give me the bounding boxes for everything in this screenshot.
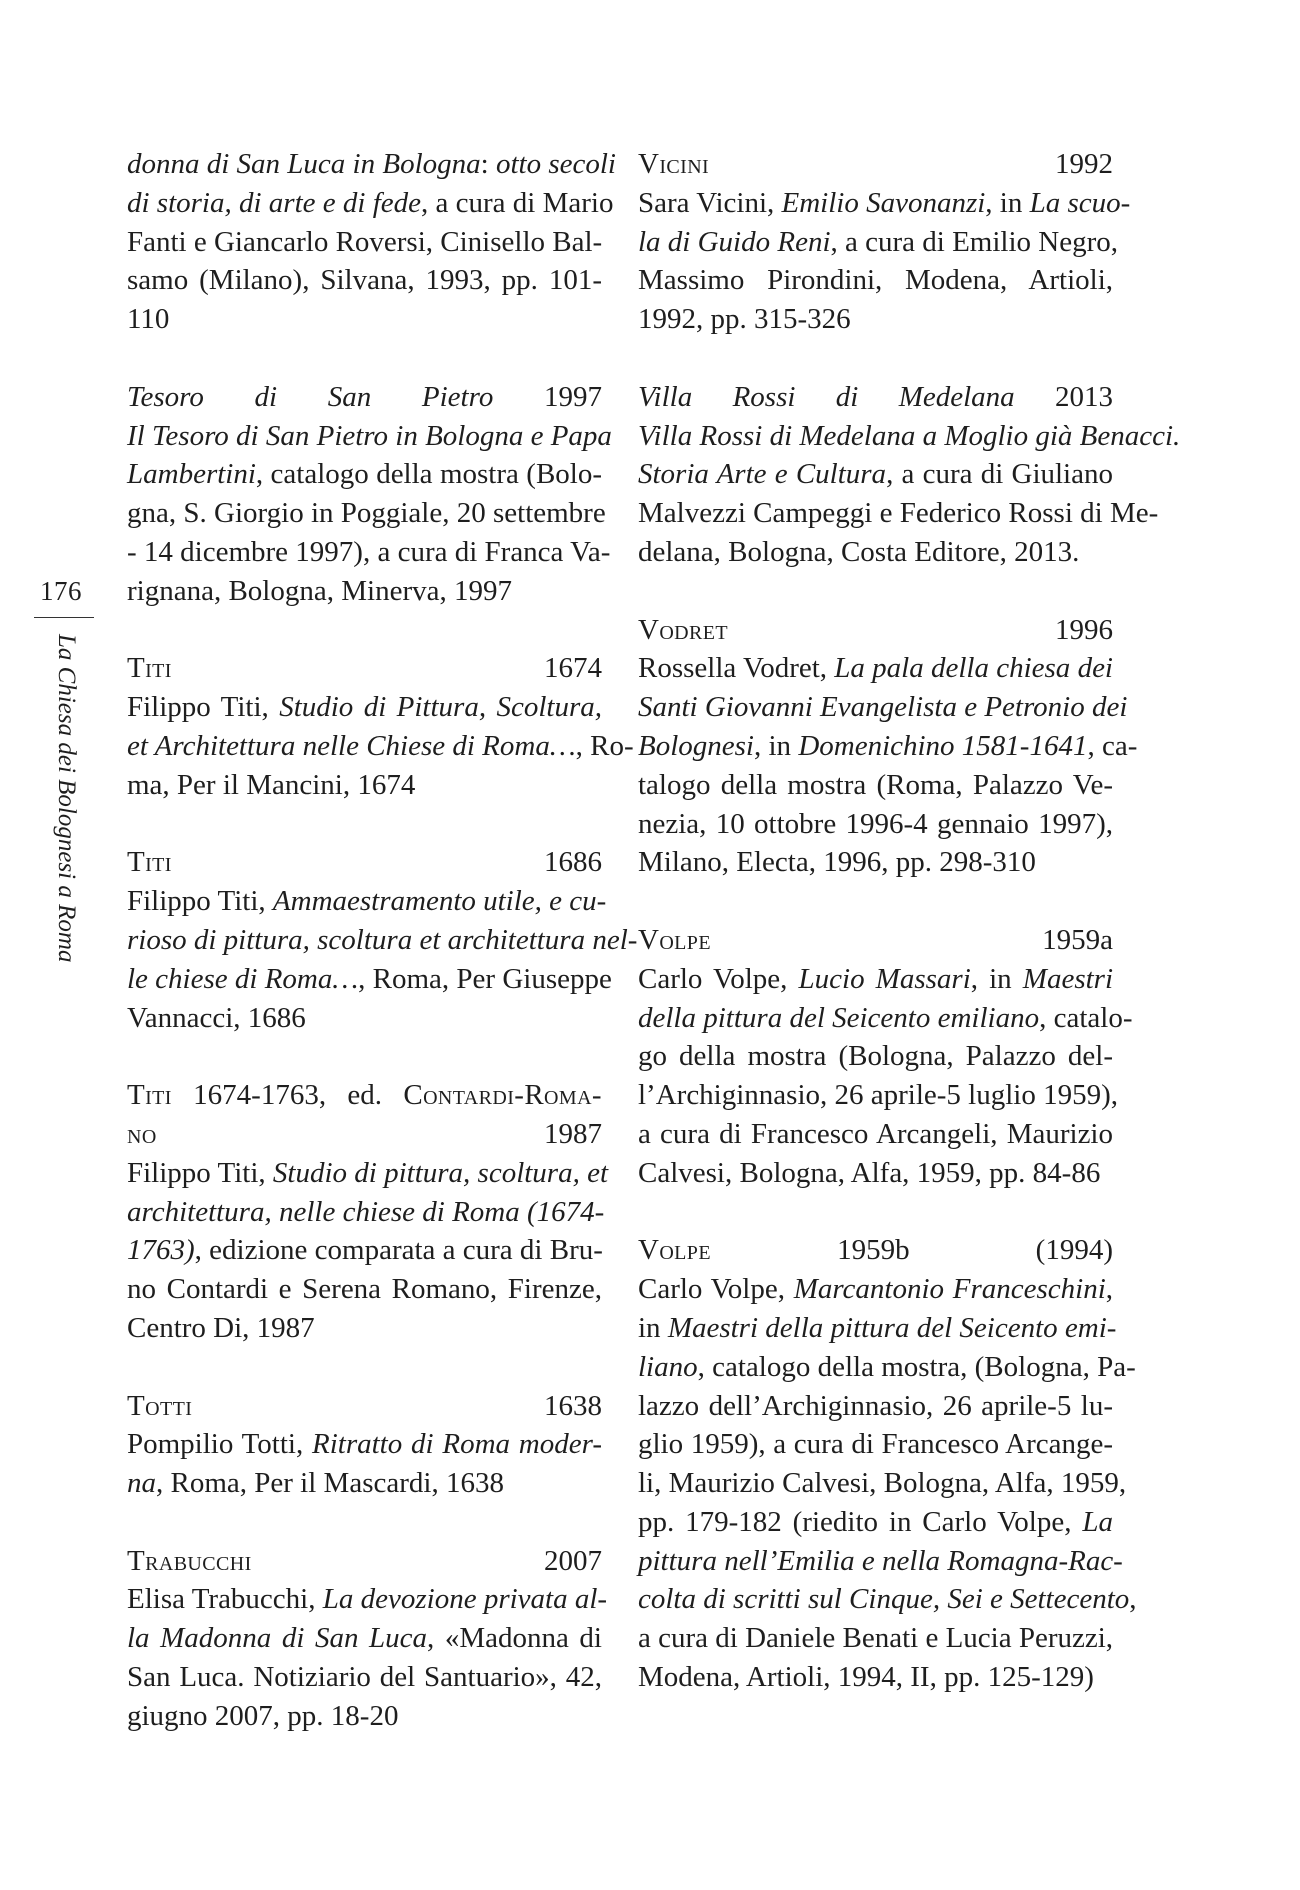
author-name: Volpe: [638, 1234, 711, 1267]
italic-title: Emilio Savonanzi: [781, 186, 986, 219]
entry-text-line: [127, 1270, 602, 1309]
entry-text: 1674-1763, ed.: [171, 1079, 404, 1112]
entry-text-line: [638, 999, 1133, 1038]
entry-text-line: [127, 223, 602, 262]
italic-title: liano: [638, 1350, 698, 1383]
entry-text: Sara Vicini,: [638, 186, 782, 219]
italic-title: Maestri: [1022, 962, 1114, 995]
italic-title: Marcantonio Franceschini: [793, 1273, 1106, 1306]
entry-text-line: [127, 1309, 602, 1348]
italic-title: Tesoro di San Pietro: [127, 380, 494, 413]
entry-text: go della mostra (Bologna, Palazzo del-: [638, 1040, 1113, 1073]
entry-text-line: [638, 1387, 1113, 1426]
author-name: Vicini: [638, 148, 710, 180]
italic-title: la Madonna di San Luca: [127, 1622, 428, 1655]
entry-text: , catalogo della mostra, (Bologna, Pa-: [697, 1350, 1136, 1383]
entry-text-line: [127, 727, 634, 766]
entry-text: :: [480, 148, 496, 180]
entry-heading-line: [127, 649, 602, 688]
author-name: Trabucchi: [127, 1544, 252, 1577]
entry-text-line: [127, 300, 602, 339]
entry-heading-line: [638, 1231, 1113, 1270]
italic-title: La pala della chiesa dei: [834, 652, 1113, 685]
entry-heading-line: [638, 611, 1113, 650]
entry-text: 1992: [709, 148, 1113, 180]
bibliography-entry: [127, 378, 612, 611]
entry-heading-line: [638, 921, 1113, 960]
italic-title: architettura, nelle chiese di Roma (1674-: [127, 1195, 605, 1228]
bibliography-column-right: [638, 145, 1181, 1736]
bibliography-entry: [127, 649, 634, 804]
entry-text-line: [638, 960, 1113, 999]
entry-heading-line: [127, 1076, 602, 1115]
entry-text-line: [638, 494, 1159, 533]
entry-heading-line: [127, 378, 602, 417]
bibliography-entry: [638, 611, 1138, 883]
entry-text-line: [127, 572, 602, 611]
entry-text: 110: [127, 303, 170, 336]
entry-text: Malvezzi Campeggi e Federico Rossi di Me-: [638, 497, 1159, 530]
entry-text: , catalo-: [1039, 1001, 1133, 1034]
italic-title: La: [1082, 1505, 1113, 1538]
entry-text-line: [127, 1154, 609, 1193]
entry-text: San Luca. Notiziario del Santuario», 42,: [127, 1661, 602, 1694]
entry-text: Filippo Titi,: [127, 885, 273, 918]
bibliography-entry: [638, 921, 1133, 1193]
entry-text: 1987: [156, 1117, 602, 1150]
entry-text-line: [127, 999, 602, 1038]
bibliography-entry: [127, 1387, 602, 1503]
italic-title: Storia Arte e Cultura: [638, 458, 887, 491]
entry-text: a cura di Daniele Benati e Lucia Peruzzi,: [638, 1622, 1114, 1655]
italic-title: La scuo-: [1029, 186, 1131, 219]
entry-heading-line: [127, 1542, 602, 1581]
entry-text-line: [127, 1115, 602, 1154]
bibliography-entry: [127, 843, 638, 1037]
entry-text: Milano, Electa, 1996, pp. 298-310: [638, 846, 1036, 879]
entry-text: Carlo Volpe,: [638, 962, 799, 995]
entry-text: , Roma, Per Giuseppe: [358, 962, 612, 995]
entry-text-line: [127, 960, 612, 999]
entry-text-line: [638, 417, 1181, 456]
entry-text: rignana, Bologna, Minerva, 1997: [127, 574, 512, 607]
entry-text: Calvesi, Bologna, Alfa, 1959, pp. 84-86: [638, 1156, 1101, 1189]
author-name: Vodret: [638, 613, 729, 646]
entry-text-line: [638, 1348, 1136, 1387]
entry-text: Centro Di, 1987: [127, 1311, 315, 1344]
bibliography-entry: [127, 145, 616, 339]
bibliography-entry: [127, 1076, 609, 1348]
entry-text-line: [638, 1309, 1117, 1348]
entry-text-line: [638, 1115, 1113, 1154]
entry-text: , Roma, Per il Mascardi, 1638: [156, 1467, 504, 1500]
italic-title: Lucio Massari: [798, 962, 971, 995]
entry-text: 1996: [728, 613, 1113, 646]
entry-text: , a cura di Emilio Negro,: [830, 225, 1119, 258]
entry-text-line: [638, 1037, 1113, 1076]
entry-text: Rossella Vodret,: [638, 652, 835, 685]
bibliography-entry: [638, 378, 1181, 572]
entry-text-line: [127, 688, 602, 727]
entry-text-line: [638, 1464, 1127, 1503]
italic-title: di storia, di arte e di fede: [127, 186, 421, 219]
entry-text-line: [638, 300, 1113, 339]
entry-text-line: [127, 494, 606, 533]
entry-text: giugno 2007, pp. 18-20: [127, 1699, 399, 1732]
entry-text-line: [638, 261, 1113, 300]
entry-text-line: [127, 533, 611, 572]
entry-text: no Contardi e Serena Romano, Firenze,: [127, 1273, 602, 1306]
entry-text: in: [638, 1311, 668, 1344]
italic-title: Domenichino 1581-1641: [798, 729, 1088, 762]
author-name: Volpe: [638, 923, 711, 956]
entry-text: Fanti e Giancarlo Roversi, Cinisello Bal-: [127, 225, 603, 258]
italic-title: rioso di pittura, scoltura et architettura nel-: [127, 923, 638, 956]
entry-text-line: [127, 766, 602, 805]
author-name: Titi: [127, 652, 172, 685]
entry-text-line: [127, 455, 602, 494]
italic-title: Villa Rossi di Medelana a Moglio già Benacci.: [638, 419, 1181, 452]
italic-title: Studio di pittura, scoltura, et: [272, 1156, 609, 1189]
entry-text: 1674: [171, 652, 602, 685]
entry-heading-line: [638, 378, 1113, 417]
margin-rule: [34, 617, 94, 618]
entry-text: delana, Bologna, Costa Editore, 2013.: [638, 535, 1080, 568]
entry-text: li, Maurizio Calvesi, Bologna, Alfa, 1959,: [638, 1467, 1127, 1500]
entry-text: , «Madonna di: [427, 1622, 602, 1655]
entry-text: 2007: [251, 1544, 602, 1577]
entry-text: samo (Milano), Silvana, 1993, pp. 101-: [127, 264, 602, 297]
entry-text-line: [638, 1542, 1123, 1581]
entry-text-line: [127, 1193, 605, 1232]
entry-heading-line: [638, 145, 1113, 184]
entry-text-line: [127, 1231, 602, 1270]
entry-text: glio 1959), a cura di Francesco Arcange-: [638, 1428, 1113, 1461]
bibliography-entry: [638, 1231, 1137, 1697]
italic-title: Maestri della pittura del Seicento emi-: [667, 1311, 1117, 1344]
italic-title: et Architettura nelle Chiese di Roma…: [127, 729, 576, 762]
entry-text-line: [638, 1580, 1137, 1619]
entry-text-line: [127, 1619, 602, 1658]
entry-text-line: [638, 455, 1113, 494]
entry-text: Elisa Trabucchi,: [127, 1583, 323, 1616]
author-name: Titi: [127, 1079, 172, 1112]
entry-text-line: [638, 533, 1113, 572]
italic-title: donna di San Luca in Bologna: [127, 148, 481, 180]
entry-text: 1959a: [710, 923, 1113, 956]
author-name: no: [127, 1117, 157, 1150]
italic-title: Santi Giovanni Evangelista e Petronio dei: [638, 691, 1128, 724]
running-title: La Chiesa dei Bolognesi a Roma: [53, 634, 80, 963]
entry-text-line: [127, 882, 607, 921]
italic-title: Ammaestramento utile, e cu-: [272, 885, 607, 918]
entry-text-line: [638, 688, 1128, 727]
author-name: Titi: [127, 846, 172, 879]
entry-text-line: [638, 727, 1138, 766]
entry-text: a cura di Francesco Arcangeli, Maurizio: [638, 1117, 1113, 1150]
entry-text: 1992, pp. 315-326: [638, 303, 851, 336]
page-number: 176: [40, 576, 82, 606]
entry-text: l’Archiginnasio, 26 aprile-5 luglio 1959),: [638, 1079, 1119, 1112]
entry-text-line: [127, 1697, 602, 1736]
entry-text: lazzo dell’Archiginnasio, 26 aprile-5 lu-: [638, 1389, 1113, 1422]
entry-text: , a cura di Giuliano: [886, 458, 1113, 491]
entry-text-line: [638, 1154, 1113, 1193]
entry-text-line: [127, 184, 614, 223]
entry-text-line: [638, 1270, 1113, 1309]
italic-title: la di Guido Reni: [638, 225, 831, 258]
author-name: Contardi-Roma-: [403, 1079, 602, 1112]
italic-title: pittura nell’Emilia e nella Romagna-Rac-: [638, 1544, 1123, 1577]
entry-text: , a cura di Mario: [421, 186, 614, 219]
entry-text: Massimo Pirondini, Modena, Artioli,: [638, 264, 1113, 297]
entry-text-line: [638, 223, 1119, 262]
entry-text-line: [127, 1658, 602, 1697]
entry-text: talogo della mostra (Roma, Palazzo Ve-: [638, 768, 1113, 801]
entry-text: - 14 dicembre 1997), a cura di Franca Va-: [127, 535, 611, 568]
italic-title: Bolognesi: [638, 729, 754, 762]
italic-title: La devozione privata al-: [322, 1583, 608, 1616]
entry-text: Modena, Artioli, 1994, II, pp. 125-129): [638, 1661, 1094, 1694]
entry-text: ma, Per il Mancini, 1674: [127, 768, 416, 801]
entry-text-line: [127, 417, 612, 456]
entry-text-line: [638, 805, 1113, 844]
bibliography-entry: [127, 1542, 608, 1736]
italic-title: Villa Rossi di Medelana: [638, 380, 1015, 413]
italic-title: Lambertini: [127, 458, 256, 491]
entry-text-line: [638, 1503, 1113, 1542]
entry-text: Vannacci, 1686: [127, 1001, 306, 1034]
italic-title: otto secoli: [495, 148, 616, 180]
entry-text: ,: [1105, 1273, 1113, 1306]
entry-text: 1638: [192, 1389, 602, 1422]
italic-title: della pittura del Seicento emiliano: [638, 1001, 1040, 1034]
entry-text-line: [638, 1076, 1119, 1115]
entry-text-line: [127, 921, 638, 960]
italic-title: Ritratto di Roma moder-: [312, 1428, 602, 1461]
entry-text: nezia, 10 ottobre 1996-4 gennaio 1997),: [638, 807, 1113, 840]
entry-text-line: [127, 261, 602, 300]
entry-text: 2013: [1014, 380, 1114, 413]
entry-text: Carlo Volpe,: [638, 1273, 794, 1306]
bibliography-column-left: [127, 145, 638, 1774]
entry-text: , ca-: [1087, 729, 1138, 762]
entry-text-line: [638, 1619, 1113, 1658]
entry-text: Pompilio Totti,: [127, 1428, 313, 1461]
entry-text: , in: [754, 729, 799, 762]
entry-text: 1686: [171, 846, 602, 879]
entry-text-line: [127, 1580, 608, 1619]
entry-text-line: [638, 649, 1113, 688]
italic-title: Studio di Pittura, Scoltura,: [279, 691, 602, 724]
entry-text: Filippo Titi,: [127, 691, 280, 724]
entry-text: , catalogo della mostra (Bolo-: [255, 458, 602, 491]
entry-heading-line: [127, 843, 602, 882]
entry-heading-line: [127, 1387, 602, 1426]
entry-text: Filippo Titi,: [127, 1156, 273, 1189]
entry-text-line: [127, 1425, 602, 1464]
italic-title: 1763): [127, 1234, 195, 1267]
entry-text-line: [638, 843, 1113, 882]
entry-text-line: [638, 184, 1131, 223]
entry-text-line: [638, 766, 1113, 805]
author-name: Totti: [127, 1389, 193, 1422]
entry-text-line: [127, 1464, 602, 1503]
entry-text: 1997: [493, 380, 602, 413]
italic-title: colta di scritti sul Cinque, Sei e Settecento: [638, 1583, 1130, 1616]
entry-text-line: [638, 1658, 1113, 1697]
entry-text: pp. 179-182 (riedito in Carlo Volpe,: [638, 1505, 1083, 1538]
italic-title: Il Tesoro di San Pietro in Bologna e Papa: [127, 419, 612, 452]
entry-text: , Ro-: [575, 729, 634, 762]
entry-text: gna, S. Giorgio in Poggiale, 20 settembre: [127, 497, 606, 530]
entry-text-line: [638, 1425, 1113, 1464]
bibliography-entry: [638, 145, 1131, 339]
italic-title: na: [127, 1467, 156, 1500]
entry-text: ,: [1129, 1583, 1137, 1616]
entry-text: , in: [970, 962, 1023, 995]
italic-title: le chiese di Roma…: [127, 962, 359, 995]
entry-text: , edizione comparata a cura di Bru-: [194, 1234, 603, 1267]
entry-text: , in: [985, 186, 1030, 219]
entry-heading-line: [127, 145, 616, 184]
entry-text: 1959b (1994): [710, 1234, 1113, 1267]
